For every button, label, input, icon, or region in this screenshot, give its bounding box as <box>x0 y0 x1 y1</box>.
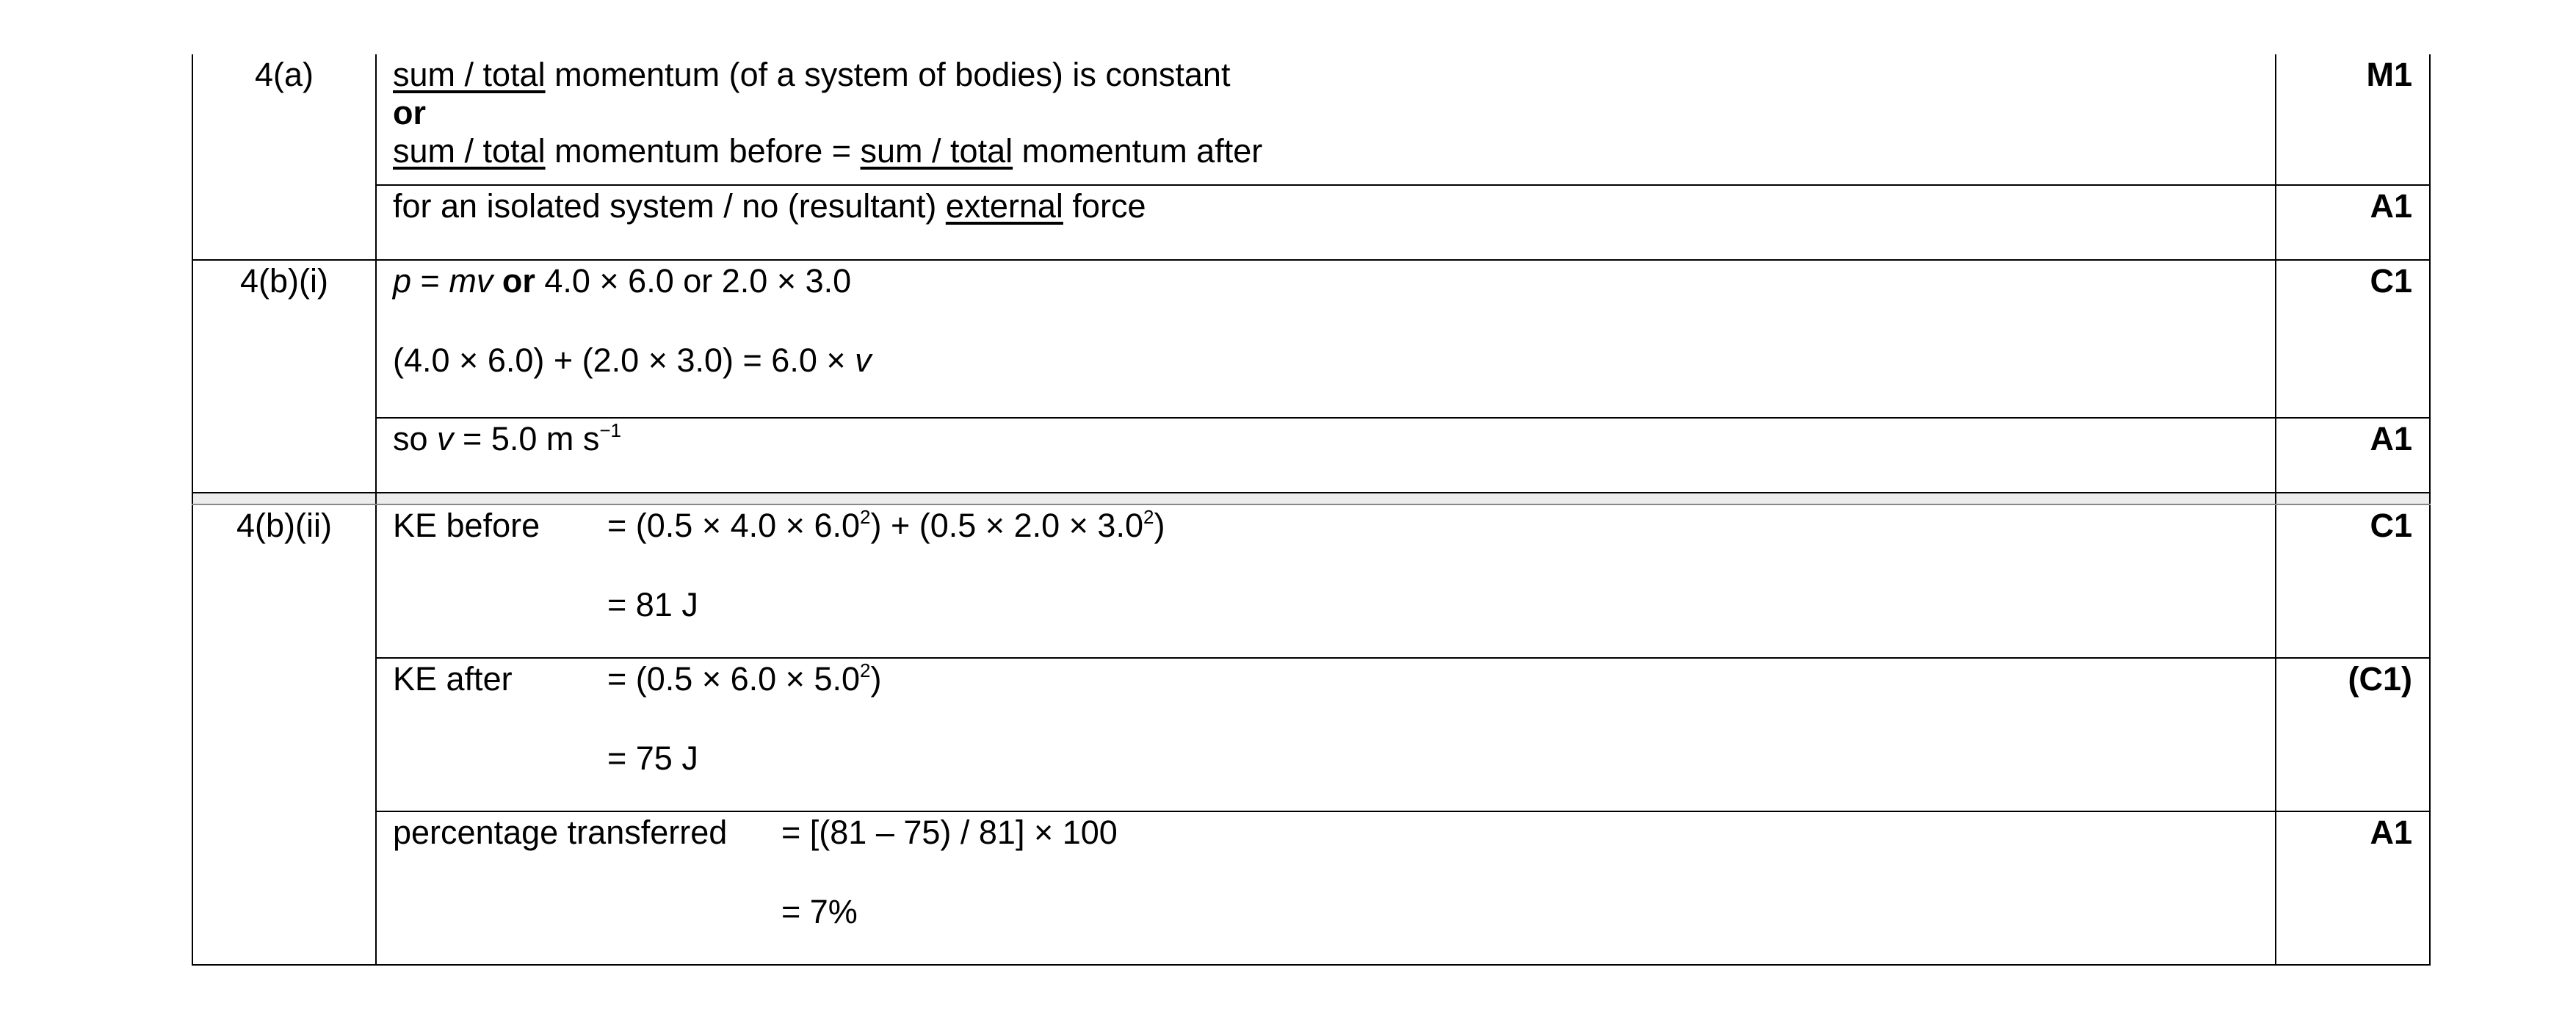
answer-text: (4.0 × 6.0) + (2.0 × 3.0) = 6.0 × <box>393 341 855 379</box>
symbol-p: p <box>393 262 412 300</box>
answer-text: ) <box>1154 507 1165 544</box>
answer-text: momentum (of a system of bodies) is constant <box>545 56 1231 93</box>
mark-a1: A1 <box>2276 811 2430 965</box>
exponent: 2 <box>860 506 871 528</box>
percentage-result: = 7% <box>781 893 858 930</box>
underlined-sum-total: sum / total <box>393 132 546 170</box>
ke-after-label: KE after <box>393 660 513 698</box>
or-connector: or <box>393 94 426 131</box>
table-row-4a-1 <box>192 54 2430 185</box>
percentage-label: percentage transferred <box>393 814 728 851</box>
mark-c1: C1 <box>2276 260 2430 418</box>
ke-before-result: = 81 J <box>607 586 698 623</box>
answer-text: so <box>393 420 438 457</box>
answer-4bi-velocity <box>376 418 2276 493</box>
answer-4bii-ke-after <box>376 658 2276 811</box>
mark-a1: A1 <box>2276 185 2430 260</box>
table-row-4bii-2 <box>192 658 2430 811</box>
exponent: 2 <box>1143 506 1154 528</box>
answer-text: = <box>411 262 449 300</box>
mark-m1: M1 <box>2276 54 2430 185</box>
underlined-sum-total: sum / total <box>860 132 1013 170</box>
answer-text: for an isolated system / no (resultant) <box>393 187 946 225</box>
table-row-4a-2 <box>192 185 2430 260</box>
mark-c1: C1 <box>2276 504 2430 658</box>
question-number-4bi: 4(b)(i) <box>192 260 376 493</box>
answer-text: momentum after <box>1013 132 1263 170</box>
table-row-4bii-3 <box>192 811 2430 965</box>
or-connector: or <box>493 262 535 300</box>
answer-text: momentum before = <box>545 132 861 170</box>
answer-4bi-momentum <box>376 260 2276 418</box>
symbol-v: v <box>855 341 872 379</box>
percentage-expression: = [(81 – 75) / 81] × 100 <box>781 814 1118 851</box>
question-number-4bii: 4(b)(ii) <box>192 504 376 965</box>
ke-before-label: KE before <box>393 507 540 544</box>
mark-scheme-table <box>192 54 2431 966</box>
underlined-external: external <box>945 187 1063 225</box>
symbol-v: v <box>437 420 454 457</box>
mark-a1: A1 <box>2276 418 2430 493</box>
answer-4a-momentum <box>376 54 2276 185</box>
ke-after-result: = 75 J <box>607 739 698 777</box>
answer-4bii-ke-before <box>376 504 2276 658</box>
table-row-4bii-1 <box>192 504 2430 658</box>
answer-4a-isolated <box>376 185 2276 260</box>
exponent: 2 <box>860 659 871 681</box>
answer-text: ) + (0.5 × 2.0 × 3.0 <box>870 507 1143 544</box>
symbol-mv: mv <box>449 262 493 300</box>
table-row-4bi-2 <box>192 418 2430 493</box>
section-divider <box>192 493 2430 504</box>
unit-exponent: −1 <box>599 419 622 441</box>
answer-4bii-percentage <box>376 811 2276 965</box>
answer-text: ) <box>870 660 882 698</box>
table-row-4bi-1 <box>192 260 2430 418</box>
answer-text: = (0.5 × 6.0 × 5.0 <box>607 660 861 698</box>
underlined-sum-total: sum / total <box>393 56 546 93</box>
mark-c1-bracketed: (C1) <box>2276 658 2430 811</box>
answer-text: = (0.5 × 4.0 × 6.0 <box>607 507 861 544</box>
answer-text: 4.0 × 6.0 or 2.0 × 3.0 <box>535 262 852 300</box>
answer-text: force <box>1063 187 1146 225</box>
question-number-4a: 4(a) <box>192 54 376 260</box>
answer-text: = 5.0 m s <box>453 420 600 457</box>
